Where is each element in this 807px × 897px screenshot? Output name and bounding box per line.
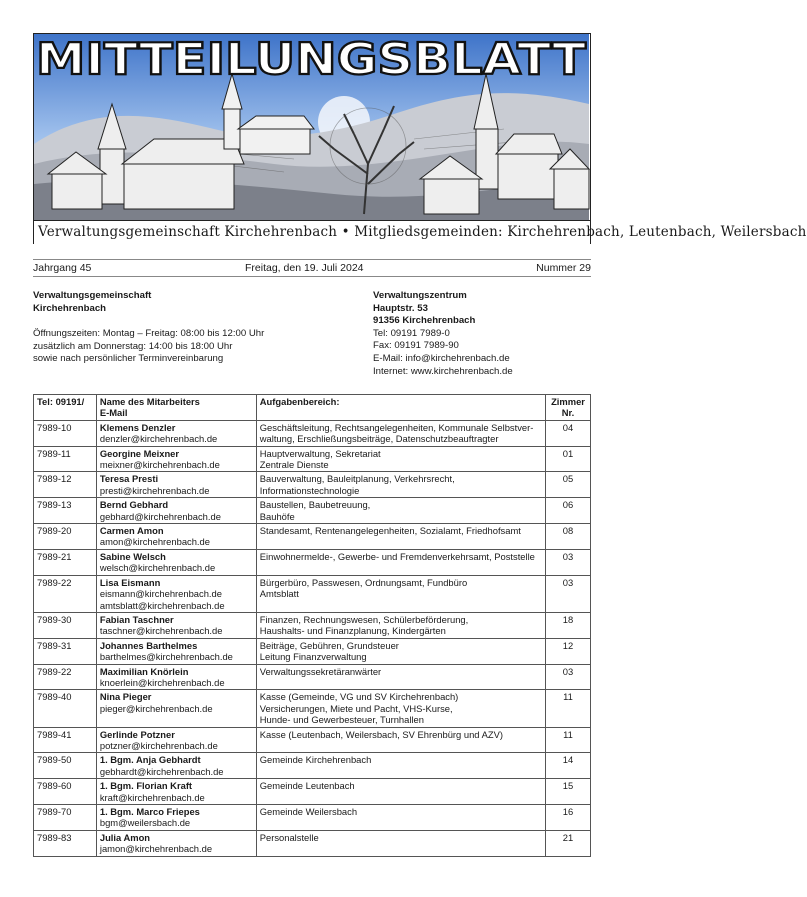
- cell-room: 04: [546, 420, 591, 446]
- area-line: waltung, Erschließungsbeiträge, Datenschutzbeauftragter: [259, 433, 499, 445]
- table-row: [34, 830, 591, 856]
- area-line: Bauhöfe: [259, 510, 295, 522]
- staff-name: 1. Bgm. Anja Gebhardt: [99, 754, 201, 766]
- staff-email[interactable]: knoerlein@kirchehrenbach.de: [99, 676, 225, 688]
- staff-email[interactable]: potzner@kirchehrenbach.de: [99, 739, 218, 751]
- staff-name: Lisa Eismann: [99, 576, 161, 588]
- center-street: Hauptstr. 53: [373, 302, 428, 314]
- cell-name-email: [96, 446, 256, 472]
- cell-area: [256, 612, 545, 638]
- area-line: Einwohnermelde-, Gewerbe- und Fremdenverkehrsamt, Poststelle: [259, 550, 535, 562]
- cell-area: [256, 664, 545, 690]
- staff-email[interactable]: meixner@kirchehrenbach.de: [99, 459, 220, 471]
- cell-room: 03: [546, 549, 591, 575]
- org-name-line1: Verwaltungsgemeinschaft: [33, 290, 152, 301]
- cell-tel: 7989-41: [34, 727, 97, 753]
- table-row: [34, 524, 591, 550]
- cell-room: 08: [546, 524, 591, 550]
- cell-name-email: [96, 690, 256, 727]
- cell-tel: 7989-70: [34, 805, 97, 831]
- cell-room: 18: [546, 612, 591, 638]
- cell-name-email: [96, 472, 256, 498]
- header-room-nr-label: Nr.: [561, 407, 575, 419]
- org-name-line2: Kirchehrenbach: [33, 302, 107, 314]
- cell-area: [256, 830, 545, 856]
- area-line: Baustellen, Baubetreuung,: [259, 499, 371, 511]
- cell-area: [256, 446, 545, 472]
- cell-area: [256, 524, 545, 550]
- center-title: Verwaltungszentrum: [373, 290, 467, 301]
- staff-email[interactable]: pieger@kirchehrenbach.de: [99, 702, 213, 714]
- cell-room: 06: [546, 498, 591, 524]
- center-fax: Fax: 09191 7989-90: [373, 340, 459, 352]
- center-phone: Tel: 09191 7989-0: [373, 327, 450, 339]
- staff-name: Gerlinde Potzner: [99, 728, 175, 740]
- area-line: Gemeinde Leutenbach: [259, 780, 355, 792]
- issue-info-bar: [33, 259, 591, 277]
- cell-area: [256, 575, 545, 612]
- cell-name-email: [96, 805, 256, 831]
- header-name: [96, 395, 256, 421]
- area-line: Finanzen, Rechnungswesen, Schülerbeförderung,: [259, 613, 469, 625]
- cell-area: [256, 498, 545, 524]
- table-row: [34, 664, 591, 690]
- staff-directory-table: [33, 394, 591, 857]
- header-tel: Tel: 09191/: [34, 395, 97, 421]
- cell-name-email: [96, 727, 256, 753]
- masthead: [33, 33, 807, 244]
- cell-name-email: [96, 498, 256, 524]
- cell-room: 11: [546, 690, 591, 727]
- area-line: Geschäftsleitung, Rechtsangelegenheiten, Kommunale Selbstver-: [259, 421, 534, 433]
- cell-area: [256, 727, 545, 753]
- staff-email[interactable]: jamon@kirchehrenbach.de: [99, 843, 213, 855]
- staff-name: Teresa Presti: [99, 473, 159, 485]
- staff-email[interactable]: amtsblatt@kirchehrenbach.de: [99, 599, 225, 611]
- cell-tel: 7989-10: [34, 420, 97, 446]
- staff-name: Sabine Welsch: [99, 550, 166, 562]
- cell-room: 03: [546, 575, 591, 612]
- area-line: Zentrale Dienste: [259, 459, 329, 471]
- cell-area: [256, 779, 545, 805]
- area-line: Personalstelle: [259, 831, 319, 843]
- staff-email[interactable]: presti@kirchehrenbach.de: [99, 484, 210, 496]
- masthead-subtitle: Verwaltungsgemeinschaft Kirchehrenbach • Mitgliedsgemeinden: Kirchehrenbach, Leutenbach, Weilersbach: [34, 220, 590, 244]
- area-line: Standesamt, Rentenangelegenheiten, Sozialamt, Friedhofsamt: [259, 525, 521, 537]
- table-row: [34, 549, 591, 575]
- cell-room: 14: [546, 753, 591, 779]
- staff-name: 1. Bgm. Florian Kraft: [99, 780, 193, 792]
- cell-area: [256, 472, 545, 498]
- table-row: [34, 779, 591, 805]
- table-row: [34, 690, 591, 727]
- center-city: 91356 Kirchehrenbach: [373, 315, 476, 327]
- staff-email[interactable]: amon@kirchehrenbach.de: [99, 536, 210, 548]
- staff-name: 1. Bgm. Marco Friepes: [99, 806, 200, 817]
- area-line: Haushalts- und Finanzplanung, Kindergärten: [259, 625, 446, 637]
- cell-area: [256, 420, 545, 446]
- staff-name: Carmen Amon: [99, 525, 164, 537]
- area-line: Hunde- und Gewerbesteuer, Turnhallen: [259, 714, 424, 726]
- header-room: [546, 395, 591, 421]
- area-line: Verwaltungssekretäranwärter: [259, 665, 382, 677]
- area-line: Hauptverwaltung, Sekretariat: [259, 447, 381, 459]
- table-row: [34, 472, 591, 498]
- opening-hours-line3: sowie nach persönlicher Terminvereinbarung: [33, 353, 224, 365]
- cell-room: 21: [546, 830, 591, 856]
- header-email-label: E-Mail: [99, 407, 128, 419]
- cell-tel: 7989-22: [34, 575, 97, 612]
- masthead-illustration: [34, 34, 589, 220]
- cell-room: 16: [546, 805, 591, 831]
- cell-tel: 7989-50: [34, 753, 97, 779]
- staff-email[interactable]: welsch@kirchehrenbach.de: [99, 562, 216, 574]
- cell-room: 12: [546, 638, 591, 664]
- staff-name: Klemens Denzler: [99, 421, 176, 433]
- table-row: [34, 753, 591, 779]
- issue-volume: Jahrgang 45: [33, 262, 92, 274]
- staff-email[interactable]: barthelmes@kirchehrenbach.de: [99, 651, 233, 663]
- cell-tel: 7989-30: [34, 612, 97, 638]
- cell-tel: 7989-83: [34, 830, 97, 856]
- cell-name-email: [96, 638, 256, 664]
- header-name-label: Name des Mitarbeiters: [99, 396, 200, 407]
- staff-name: Georgine Meixner: [99, 447, 180, 459]
- table-row: [34, 575, 591, 612]
- issue-number: Nummer 29: [536, 262, 591, 274]
- staff-name: Fabian Taschner: [99, 613, 174, 625]
- cell-tel: 7989-20: [34, 524, 97, 550]
- staff-email[interactable]: eismann@kirchehrenbach.de: [99, 588, 222, 600]
- cell-area: [256, 805, 545, 831]
- cell-tel: 7989-31: [34, 638, 97, 664]
- cell-tel: 7989-40: [34, 690, 97, 727]
- area-line: Kasse (Leutenbach, Weilersbach, SV Ehrenbürg und AZV): [259, 728, 503, 740]
- cell-tel: 7989-21: [34, 549, 97, 575]
- staff-email[interactable]: kraft@kirchehrenbach.de: [99, 791, 205, 803]
- opening-hours-line2: zusätzlich am Donnerstag: 14:00 bis 18:00 Uhr: [33, 340, 233, 352]
- staff-name: Julia Amon: [99, 831, 151, 843]
- center-website[interactable]: Internet: www.kirchehrenbach.de: [373, 365, 513, 377]
- cell-room: 11: [546, 727, 591, 753]
- table-row: [34, 727, 591, 753]
- staff-email[interactable]: bgm@weilersbach.de: [99, 817, 191, 829]
- area-line: Bürgerbüro, Passwesen, Ordnungsamt, Fundbüro: [259, 576, 468, 588]
- table-row: [34, 420, 591, 446]
- header-area: Aufgabenbereich:: [256, 395, 545, 421]
- area-line: Amtsblatt: [259, 588, 299, 600]
- cell-area: [256, 549, 545, 575]
- cell-room: 05: [546, 472, 591, 498]
- cell-name-email: [96, 549, 256, 575]
- cell-name-email: [96, 664, 256, 690]
- table-row: [34, 638, 591, 664]
- cell-area: [256, 753, 545, 779]
- staff-email[interactable]: gebhardt@kirchehrenbach.de: [99, 765, 224, 777]
- area-line: Leitung Finanzverwaltung: [259, 651, 367, 663]
- area-line: Bauverwaltung, Bauleitplanung, Verkehrsrecht,: [259, 473, 455, 485]
- cell-area: [256, 638, 545, 664]
- cell-name-email: [96, 575, 256, 612]
- table-body: [34, 420, 591, 856]
- staff-email[interactable]: denzler@kirchehrenbach.de: [99, 433, 218, 445]
- staff-email[interactable]: taschner@kirchehrenbach.de: [99, 625, 223, 637]
- area-line: Informationstechnologie: [259, 484, 360, 496]
- cell-name-email: [96, 830, 256, 856]
- cell-name-email: [96, 753, 256, 779]
- center-email[interactable]: E-Mail: info@kirchehrenbach.de: [373, 352, 510, 364]
- header-room-label: Zimmer: [551, 396, 585, 407]
- cell-name-email: [96, 524, 256, 550]
- area-line: Kasse (Gemeinde, VG und SV Kirchehrenbach): [259, 691, 459, 703]
- table-row: [34, 612, 591, 638]
- admin-center-block: [373, 290, 591, 378]
- cell-name-email: [96, 612, 256, 638]
- cell-room: 03: [546, 664, 591, 690]
- cell-tel: 7989-60: [34, 779, 97, 805]
- area-line: Gemeinde Kirchehrenbach: [259, 754, 372, 766]
- staff-name: Maximilian Knörlein: [99, 665, 189, 677]
- cell-room: 01: [546, 446, 591, 472]
- table-row: [34, 805, 591, 831]
- area-line: Gemeinde Weilersbach: [259, 806, 358, 817]
- cell-room: 15: [546, 779, 591, 805]
- table-row: [34, 498, 591, 524]
- issue-date: Freitag, den 19. Juli 2024: [245, 262, 364, 274]
- staff-email[interactable]: gebhard@kirchehrenbach.de: [99, 510, 221, 522]
- area-line: Beiträge, Gebühren, Grundsteuer: [259, 639, 399, 651]
- cell-name-email: [96, 779, 256, 805]
- staff-name: Johannes Barthelmes: [99, 639, 198, 651]
- cell-tel: 7989-12: [34, 472, 97, 498]
- staff-name: Bernd Gebhard: [99, 499, 169, 511]
- masthead-title: MITTEILUNGSBLATT: [36, 34, 586, 85]
- cell-area: [256, 690, 545, 727]
- opening-hours-line1: Öffnungszeiten: Montag – Freitag: 08:00 bis 12:00 Uhr: [33, 328, 265, 340]
- area-line: Versicherungen, Miete und Pacht, VHS-Kurse,: [259, 702, 453, 714]
- admin-contact-block: [33, 290, 353, 366]
- table-row: [34, 446, 591, 472]
- cell-name-email: [96, 420, 256, 446]
- table-header-row: [34, 395, 591, 421]
- cell-tel: 7989-11: [34, 446, 97, 472]
- staff-name: Nina Pieger: [99, 691, 152, 703]
- cell-tel: 7989-13: [34, 498, 97, 524]
- cell-tel: 7989-22: [34, 664, 97, 690]
